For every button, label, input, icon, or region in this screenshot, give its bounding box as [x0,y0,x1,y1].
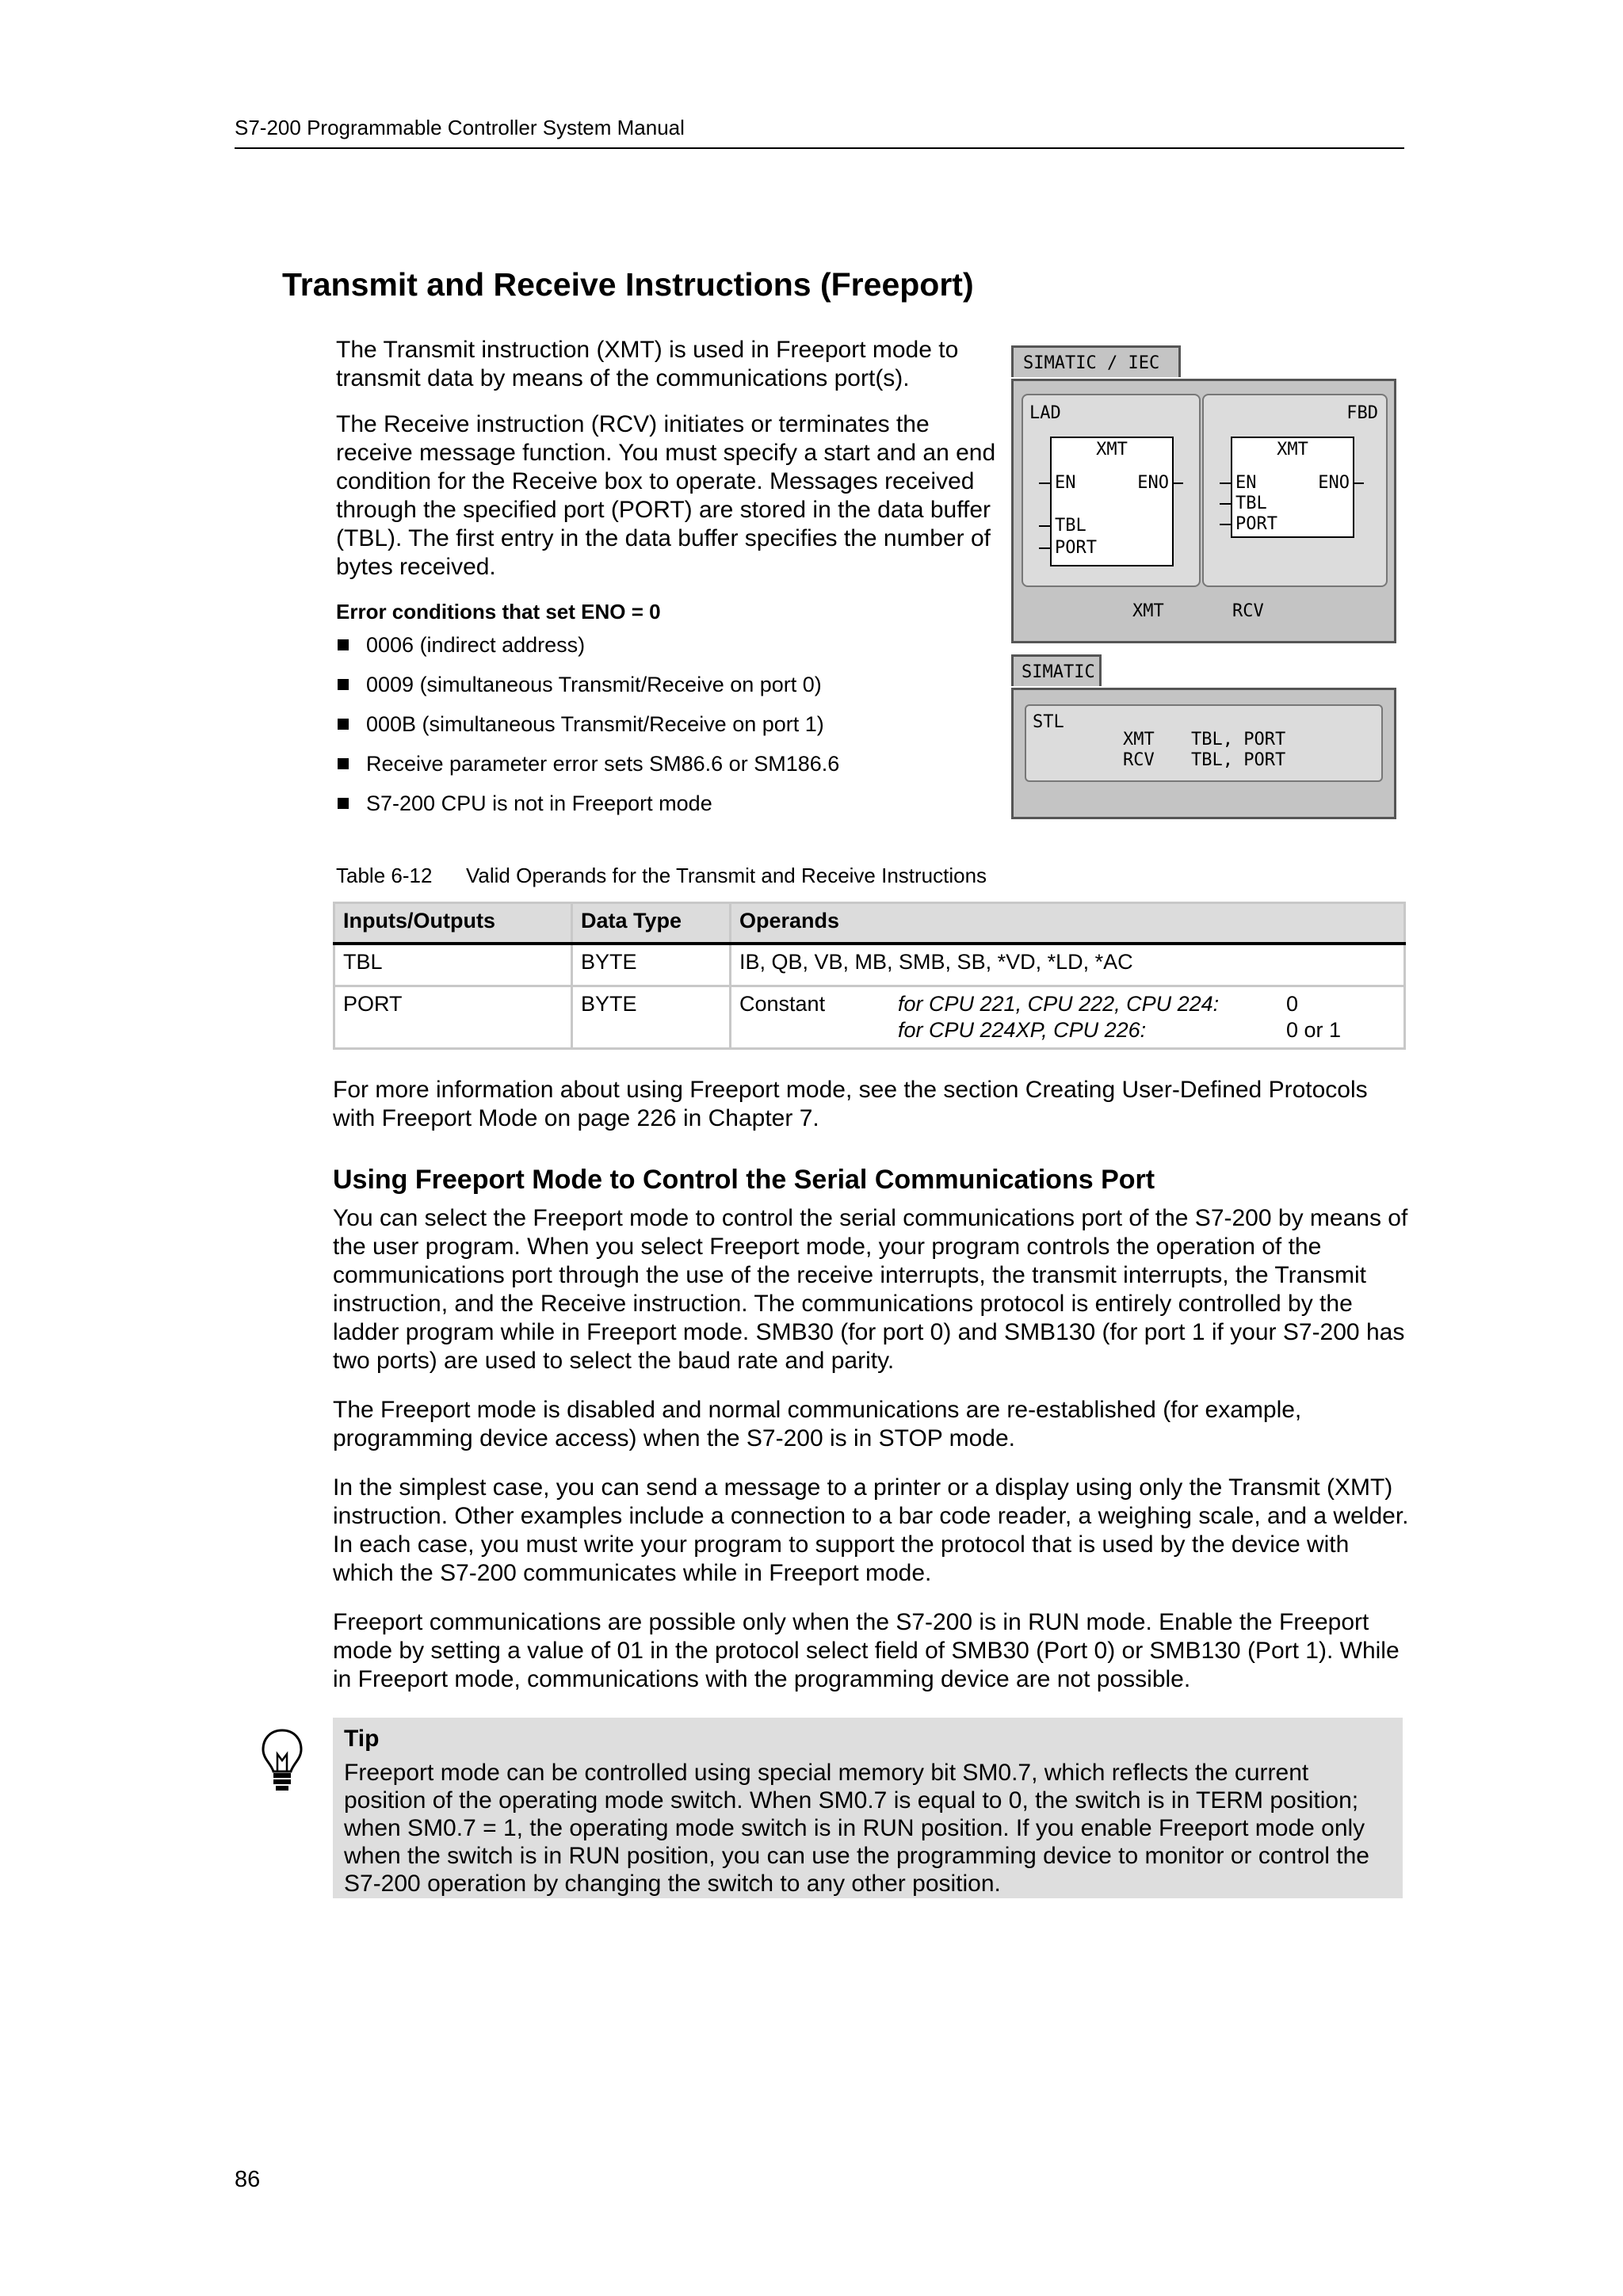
intro-text [336,336,1002,582]
fbd-box-title: XMT [1277,440,1308,460]
fbd-port-wire [1220,524,1231,525]
fbd-eno-pin: ENO [1318,473,1350,493]
stl-args-rcv: TBL, PORT [1191,750,1286,770]
list-item: 0009 (simultaneous Transmit/Receive on port 0) [336,670,839,710]
stl-subpanel [1025,704,1383,782]
stl-args-xmt: TBL, PORT [1191,730,1286,749]
bullet-square-icon [338,798,349,809]
tip-box [333,1718,1403,1898]
tip-text: Freeport mode can be controlled using special memory bit SM0.7, which reflects the current position of the operating mode switch. When SM0.7 is equal to 0, the switch is in TERM position; when SM0.7 = 1, the operating mode switch is in RUN position. If you enable Freeport mode only when the switch is in RUN position, you can use the programming device to monitor or control the S7-200 operation by changing the switch to any other position. [344,1760,1369,1897]
stl-label: STL [1033,712,1064,732]
lightbulb-icon [258,1726,306,1797]
header-rule [235,147,1404,149]
bullet-square-icon [338,758,349,769]
bullet-square-icon [338,719,349,730]
fbd-en-wire [1220,482,1231,484]
lad-fbd-figure [1011,345,1396,643]
lad-xmt-box [1050,437,1174,566]
subsection-body [333,1204,1411,1694]
bullet-square-icon [338,679,349,690]
fbd-tbl-wire [1220,503,1231,505]
running-header: S7-200 Programmable Controller System Manual [235,116,685,139]
error-conditions-list [336,631,839,829]
lad-tbl-pin: TBL [1055,516,1086,536]
header-operands: Operands [731,903,1405,944]
figure-xmt-caption: XMT [1132,601,1164,621]
fbd-en-pin: EN [1235,473,1257,493]
bullet-square-icon [338,639,349,650]
subsection-paragraph: Freeport communications are possible only when the S7-200 is in RUN mode. Enable the Freeport mode by setting a value of 01 in the protocol select field of SMB30 (Port 0) or SMB130 (Port 1). While in Freeport mode, communications with the programming device are not possible. [333,1609,1400,1692]
list-item: S7-200 CPU is not in Freeport mode [336,789,839,829]
section-title: Transmit and Receive Instructions (Freeport) [282,266,974,303]
simatic-iec-tab: SIMATIC / IEC [1011,345,1181,377]
simatic-tab: SIMATIC [1011,654,1102,686]
fbd-subpanel [1202,394,1388,587]
table-header-row [334,903,1405,944]
stl-panel [1011,688,1396,819]
lad-port-pin: PORT [1055,538,1097,558]
lad-label: LAD [1029,403,1061,423]
constant-label: Constant [739,992,826,1016]
header-inputs-outputs: Inputs/Outputs [334,903,572,944]
subsection-paragraph: In the simplest case, you can send a message to a printer or a display using only the Transmit (XMT) instruction. Other examples include a connection to a bar code reader, a weighing scale, and a welder. In each case, you must write your program to support the protocol that is used by the device with which the S7-200 communicates while in Freeport mode. [333,1474,1409,1586]
lad-box-title: XMT [1096,440,1128,460]
intro-paragraph-xmt: The Transmit instruction (XMT) is used in Freeport mode to transmit data by means of the communications port(s). [336,337,959,391]
tip-title: Tip [344,1726,380,1752]
lad-tbl-wire [1039,525,1050,527]
lad-en-pin: EN [1055,473,1076,493]
figure-rcv-caption: RCV [1232,601,1264,621]
table-row [334,986,1405,1049]
table-caption [336,864,987,888]
intro-paragraph-rcv: The Receive instruction (RCV) initiates or terminates the receive message function. You must specify a start and an end condition for the Receive box to operate. Messages received through the specified port (PORT) are stored in the data buffer (TBL). The first entry in the data buffer specifies the number of bytes received. [336,411,996,580]
cell-operands [731,986,1405,1049]
page-number: 86 [235,2167,261,2192]
fbd-tbl-pin: TBL [1235,494,1267,513]
table-caption-number: Table 6-12 [336,864,433,887]
stl-figure [1011,654,1396,822]
lad-subpanel [1022,394,1201,587]
cell-type: BYTE [572,986,731,1049]
table-caption-text: Valid Operands for the Transmit and Receive Instructions [466,864,987,887]
cpu-group-b-value: 0 or 1 [1286,1018,1342,1042]
header-data-type: Data Type [572,903,731,944]
error-conditions-title: Error conditions that set ENO = 0 [336,600,661,624]
subsection-title: Using Freeport Mode to Control the Serial Communications Port [333,1165,1155,1195]
stl-op-rcv: RCV [1123,750,1155,770]
cell-io: TBL [334,944,572,986]
subsection-paragraph: The Freeport mode is disabled and normal communications are re-established (for example, programming device access) when the S7-200 is in STOP mode. [333,1397,1302,1451]
cell-io: PORT [334,986,572,1049]
list-item: 000B (simultaneous Transmit/Receive on port 1) [336,710,839,749]
cpu-group-a-value: 0 [1286,992,1299,1016]
more-info-paragraph: For more information about using Freeport mode, see the section Creating User-Defined Protocols with Freeport Mode on page 226 in Chapter 7. [333,1077,1368,1131]
lad-eno-pin: ENO [1137,473,1169,493]
list-item: 0006 (indirect address) [336,631,839,670]
operands-table [333,902,1406,1050]
subsection-paragraph: You can select the Freeport mode to control the serial communications port of the S7-200 by means of the user program. When you select Freeport mode, your program controls the operation of the communications port through the use of the receive interrupts, the transmit interrupts, the Transmit instruction, and the Receive instruction. The communications protocol is entirely controlled by the ladder program while in Freeport mode. SMB30 (for port 0) and SMB130 (for port 1 if your S7-200 has two ports) are used to select the baud rate and parity. [333,1205,1408,1374]
cell-type: BYTE [572,944,731,986]
lad-eno-wire [1172,482,1183,484]
fbd-eno-wire [1353,482,1364,484]
lad-port-wire [1039,547,1050,549]
fbd-label: FBD [1346,403,1378,423]
lad-en-wire [1039,482,1050,484]
stl-op-xmt: XMT [1123,730,1155,749]
fbd-port-pin: PORT [1235,514,1277,534]
cpu-group-a: for CPU 221, CPU 222, CPU 224: [898,992,1220,1016]
cpu-group-b: for CPU 224XP, CPU 226: [898,1018,1147,1042]
cell-operands: IB, QB, VB, MB, SMB, SB, *VD, *LD, *AC [731,944,1405,986]
table-row [334,944,1405,986]
list-item: Receive parameter error sets SM86.6 or SM186.6 [336,749,839,789]
lad-fbd-panel [1011,379,1396,643]
fbd-xmt-box [1231,437,1354,538]
